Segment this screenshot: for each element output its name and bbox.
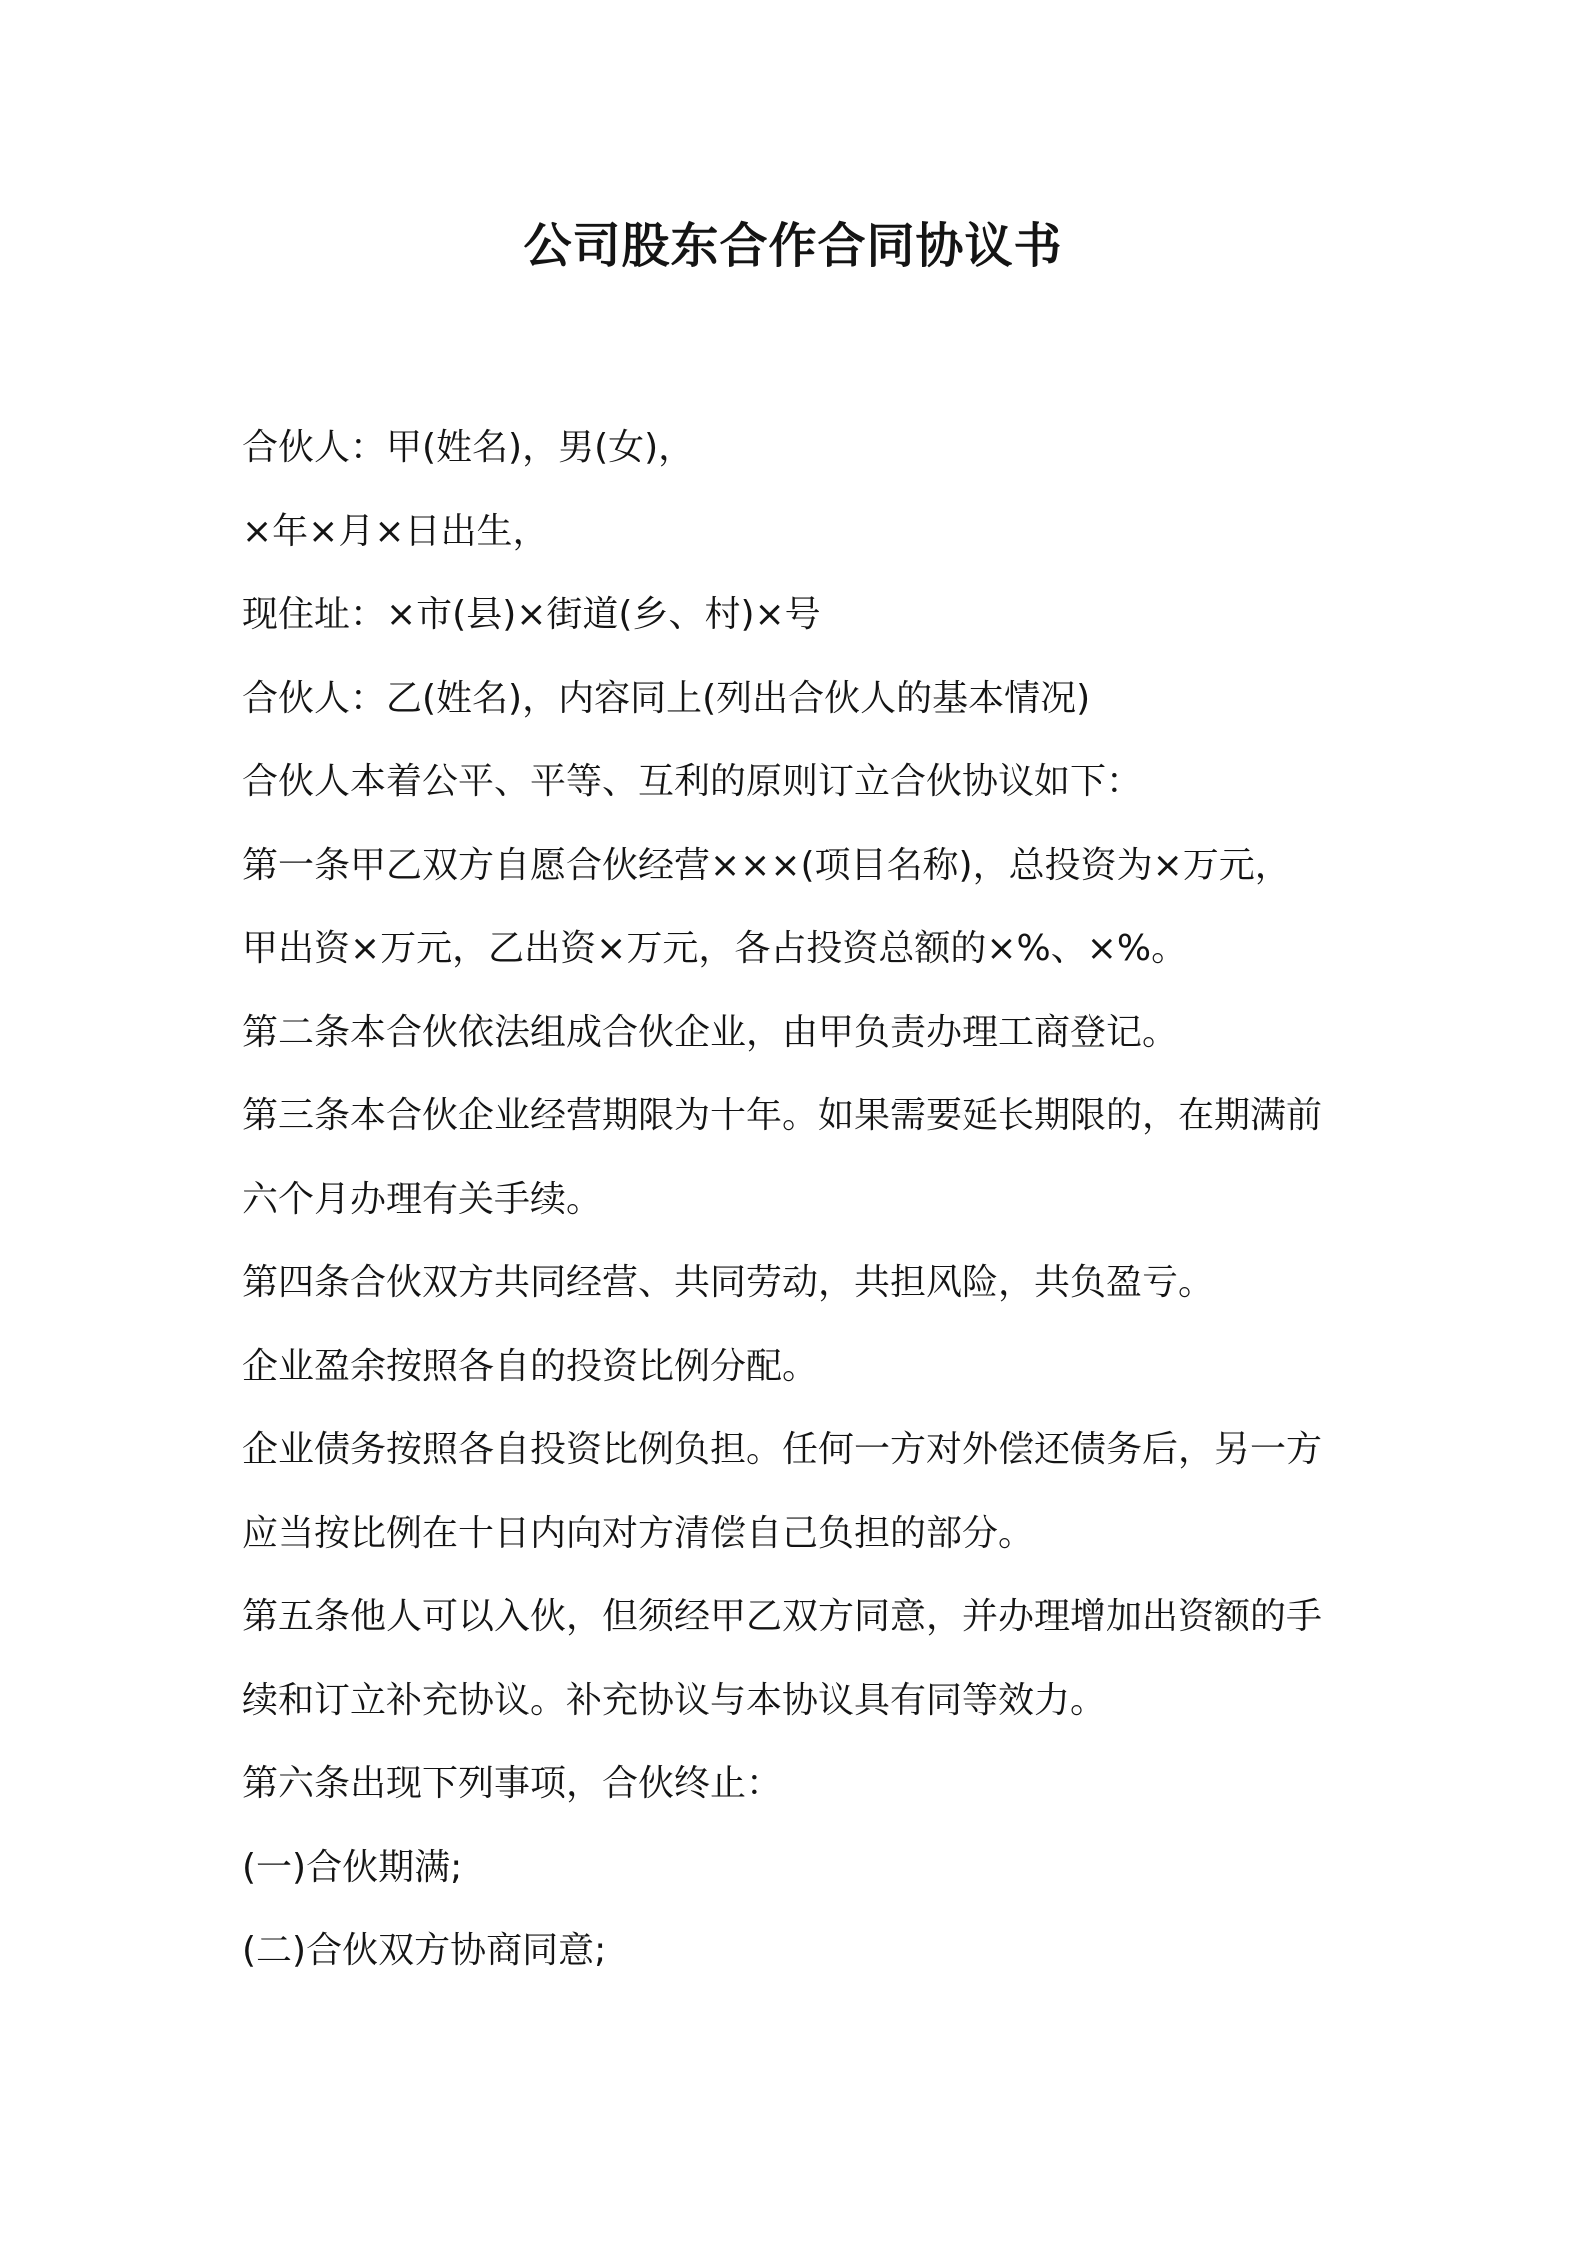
body-line-3: 现住址：×市(县)×街道(乡、村)×号	[242, 594, 821, 635]
body-line-10: 六个月办理有关手续。	[242, 1178, 603, 1220]
body-line-15: 第五条他人可以入伙，但须经甲乙双方同意，并办理增加出资额的手	[242, 1596, 1323, 1637]
body-line-13: 企业债务按照各自投资比例负担。任何一方对外偿还债务后，另一方	[242, 1429, 1323, 1470]
body-line-12: 企业盈余按照各自的投资比例分配。	[242, 1345, 819, 1387]
body-line-8: 第二条本合伙依法组成合伙企业，由甲负责办理工商登记。	[242, 1011, 1179, 1053]
body-line-14: 应当按比例在十日内向对方清偿自己负担的部分。	[242, 1512, 1035, 1554]
body-line-19: (二)合伙双方协商同意;	[242, 1930, 607, 1971]
body-line-5: 合伙人本着公平、平等、互利的原则订立合伙协议如下：	[242, 761, 1143, 802]
body-line-18: (一)合伙期满;	[242, 1846, 463, 1888]
body-line-7: 甲出资×万元，乙出资×万元，各占投资总额的×%、×%。	[242, 928, 1188, 969]
document-title: 公司股东合作合同协议书	[523, 218, 1063, 274]
body-line-9: 第三条本合伙企业经营期限为十年。如果需要延长期限的，在期满前	[242, 1095, 1323, 1136]
body-line-11: 第四条合伙双方共同经营、共同劳动，共担风险，共负盈亏。	[242, 1262, 1215, 1303]
body-line-4: 合伙人：乙(姓名)，内容同上(列出合伙人的基本情况)	[242, 677, 1091, 719]
body-line-17: 第六条出现下列事项，合伙终止：	[242, 1763, 783, 1804]
body-line-1: 合伙人：甲(姓名)，男(女)，	[242, 427, 695, 468]
document-body	[242, 406, 1362, 1993]
body-line-2: ×年×月×日出生，	[242, 510, 549, 552]
body-line-16: 续和订立补充协议。补充协议与本协议具有同等效力。	[242, 1679, 1107, 1721]
body-line-6: 第一条甲乙双方自愿合伙经营×××(项目名称)，总投资为×万元，	[242, 844, 1291, 886]
